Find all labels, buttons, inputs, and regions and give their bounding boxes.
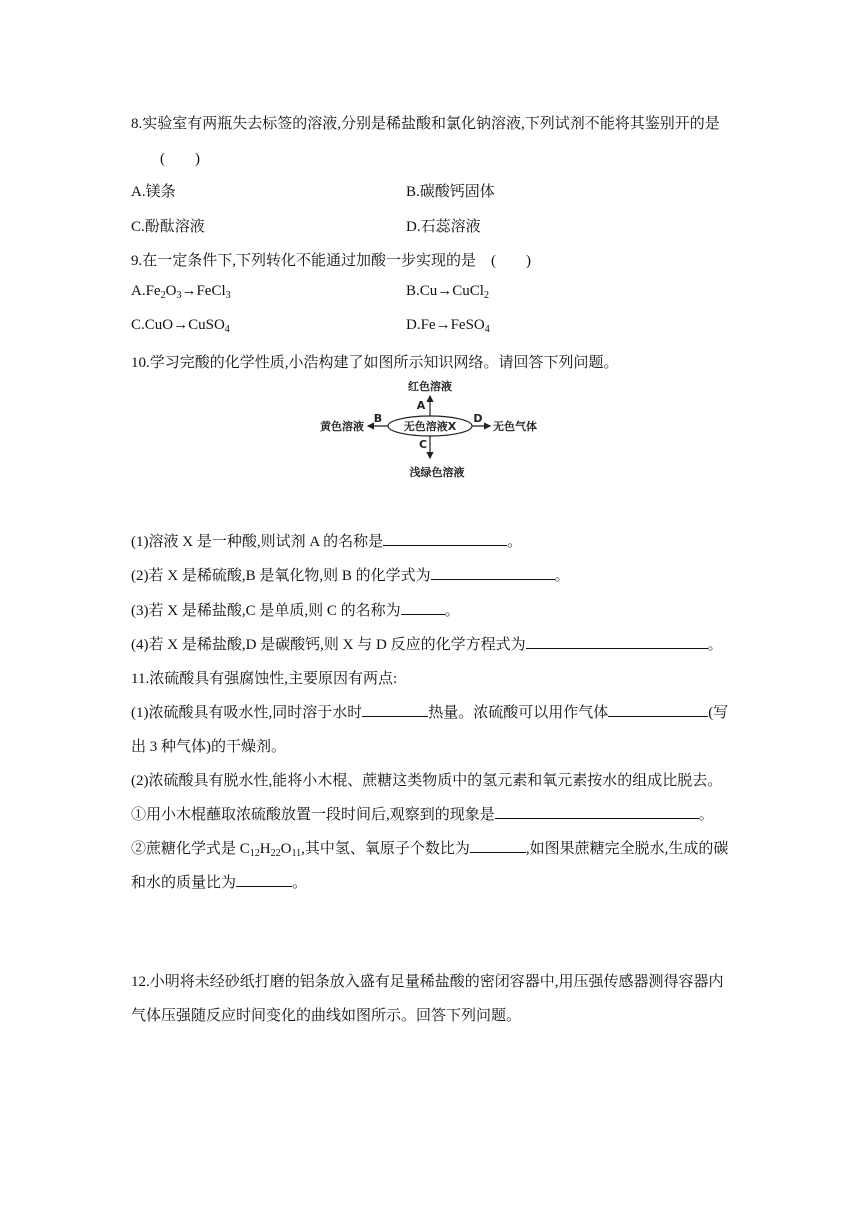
diagram-bottom-label: 浅绿色溶液 (409, 466, 465, 479)
q8-answer-paren: ( ) (160, 151, 200, 167)
q11-part4: ②蔗糖化学式是 $C_{12}H_{22}O_{11}$,其中氢、氧原子个数比为 ,如图果蔗糖完全脱水,生成的碳 (131, 837, 728, 858)
diagram-center-label: 无色溶液X (403, 420, 457, 433)
diagram-left-label: 黄色溶液 (320, 420, 364, 433)
q10-stem: 10.学习完酸的化学性质,小浩构建了如图所示知识网络。请回答下列问题。 (131, 355, 619, 371)
answer-blank[interactable] (431, 565, 555, 580)
acid-reaction-network-diagram (310, 378, 550, 488)
diagram-label-b: B (373, 412, 383, 425)
diagram-label-a: A (416, 399, 426, 412)
answer-blank[interactable] (362, 702, 428, 717)
diagram-label-d: D (473, 412, 483, 425)
q8-option-c: C.酚酞溶液 (131, 219, 205, 235)
q9-option-b: B.Cu→CuCl$_2$ (406, 283, 489, 301)
q11-part4-cont: 和水的质量比为 。 (131, 871, 307, 892)
q11-part3: ①用小木棍蘸取浓硫酸放置一段时间后,观察到的现象是 。 (131, 803, 714, 824)
q9-option-a: $A.Fe_2O_3\to FeCl_3$ (131, 283, 231, 301)
answer-blank[interactable] (401, 600, 445, 615)
answer-blank[interactable] (383, 531, 507, 546)
q10-part4: (4)若 X 是稀盐酸,D 是碳酸钙,则 X 与 D 反应的化学方程式为 。 (131, 633, 723, 654)
q8-option-b: B.碳酸钙固体 (406, 184, 495, 200)
q9-option-c: C.CuO→CuSO$_4$ (131, 317, 230, 335)
answer-blank[interactable] (236, 872, 292, 887)
q10-part3: (3)若 X 是稀盐酸,C 是单质,则 C 的名称为 。 (131, 599, 460, 620)
answer-blank[interactable] (470, 838, 526, 853)
q8-stem: 8.实验室有两瓶失去标签的溶液,分别是稀盐酸和氯化钠溶液,下列试剂不能将其鉴别开的是 (131, 116, 720, 132)
diagram-top-label: 红色溶液 (408, 380, 452, 393)
diagram-label-c: C (418, 438, 428, 451)
q12-stem-line2: 气体压强随反应时间变化的曲线如图所示。回答下列问题。 (131, 1008, 522, 1024)
q10-part2: (2)若 X 是稀硫酸,B 是氧化物,则 B 的化学式为 。 (131, 564, 570, 585)
diagram-right-label: 无色气体 (493, 420, 537, 433)
q12-stem-line1: 12.小明将未经砂纸打磨的铝条放入盛有足量稀盐酸的密闭容器中,用压强传感器测得容器内 (131, 974, 724, 990)
q11-stem: 11.浓硫酸具有强腐蚀性,主要原因有两点: (131, 671, 398, 687)
q11-part1-cont: 出 3 种气体)的干燥剂。 (131, 739, 286, 755)
answer-blank[interactable] (495, 804, 699, 819)
q11-part1: (1)浓硫酸具有吸水性,同时溶于水时 热量。浓硫酸可以用作气体 (写 (131, 701, 728, 722)
answer-blank[interactable] (526, 634, 708, 649)
q8-option-a: A.镁条 (131, 184, 176, 200)
q9-stem: 9.在一定条件下,下列转化不能通过加酸一步实现的是 ( ) (131, 253, 531, 269)
q9-option-d: D.Fe→FeSO$_4$ (406, 317, 490, 335)
q10-part1: (1)溶液 X 是一种酸,则试剂 A 的名称是 。 (131, 530, 522, 551)
q8-option-d: D.石蕊溶液 (406, 219, 481, 235)
q11-part2: (2)浓硫酸具有脱水性,能将小木棍、蔗糖这类物质中的氢元素和氧元素按水的组成比脱去。 (131, 773, 723, 789)
answer-blank[interactable] (608, 702, 708, 717)
